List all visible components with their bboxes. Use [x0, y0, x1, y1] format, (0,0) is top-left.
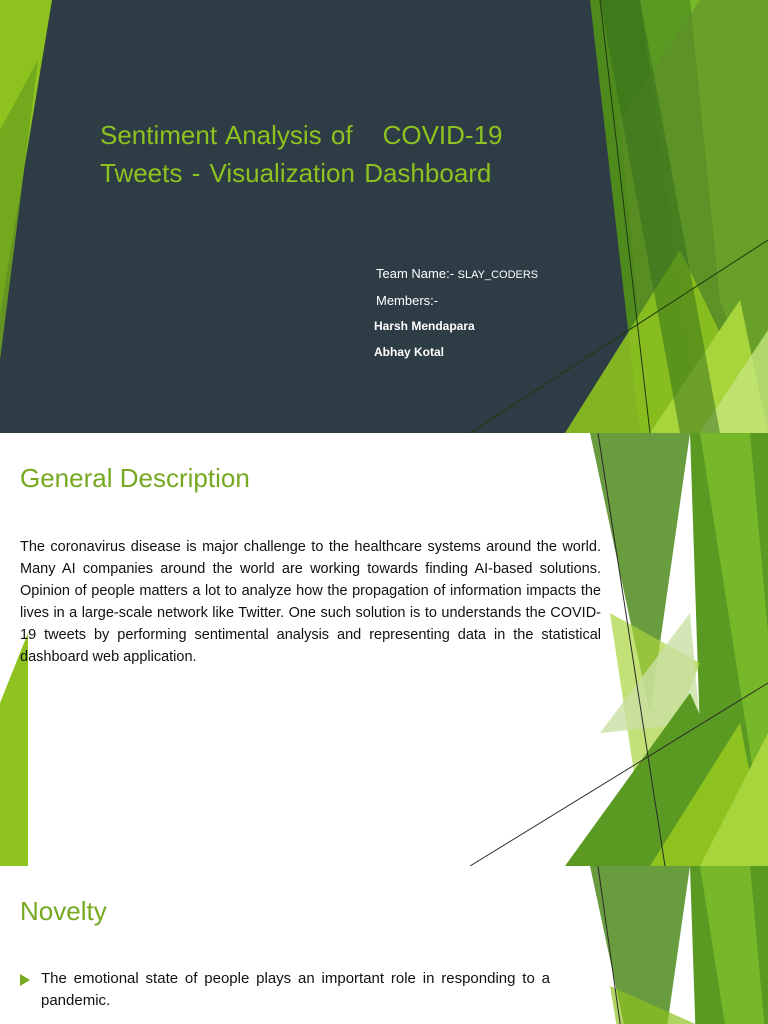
member-name: Harsh Mendapara: [374, 319, 475, 333]
description-paragraph: The coronavirus disease is major challenge to the healthcare systems around the world. Many AI companies around the world are working towards finding AI-based solutions. Opinion of people matters a lot to analyze how the propagation of information impacts the lives in a large-scale network like Twitter. One such solution is to understands the COVID-19 tweets by performing sentimental analysis and representing data in the statistical dashboard web application.: [20, 539, 601, 665]
title-line1-part1: Sentiment Analysis of: [100, 120, 353, 150]
section-heading: General Description: [20, 463, 250, 493]
member-name: Abhay Kotal: [374, 345, 445, 359]
title-line2: Tweets - Visualization Dashboard: [100, 158, 492, 188]
general-description-slide: [0, 433, 768, 866]
presentation-title: [100, 116, 570, 192]
novelty-slide: [0, 866, 768, 1024]
bullet-text: The emotional state of people plays an important role in responding to a pandemic.: [41, 970, 550, 1009]
green-facets-decoration: [0, 0, 768, 433]
section-heading: Novelty: [20, 896, 107, 926]
team-name-label: Team Name:-: [376, 266, 455, 281]
novelty-bullet-list: [20, 968, 550, 1012]
team-name-value: SLAY_CODERS: [457, 269, 539, 281]
triangle-bullet-icon: [20, 974, 30, 986]
team-name: [376, 266, 538, 281]
list-item: [20, 968, 550, 1012]
title-line1-part2: COVID-19: [382, 120, 503, 150]
title-slide: [0, 0, 768, 433]
members-label: Members:-: [376, 293, 439, 308]
